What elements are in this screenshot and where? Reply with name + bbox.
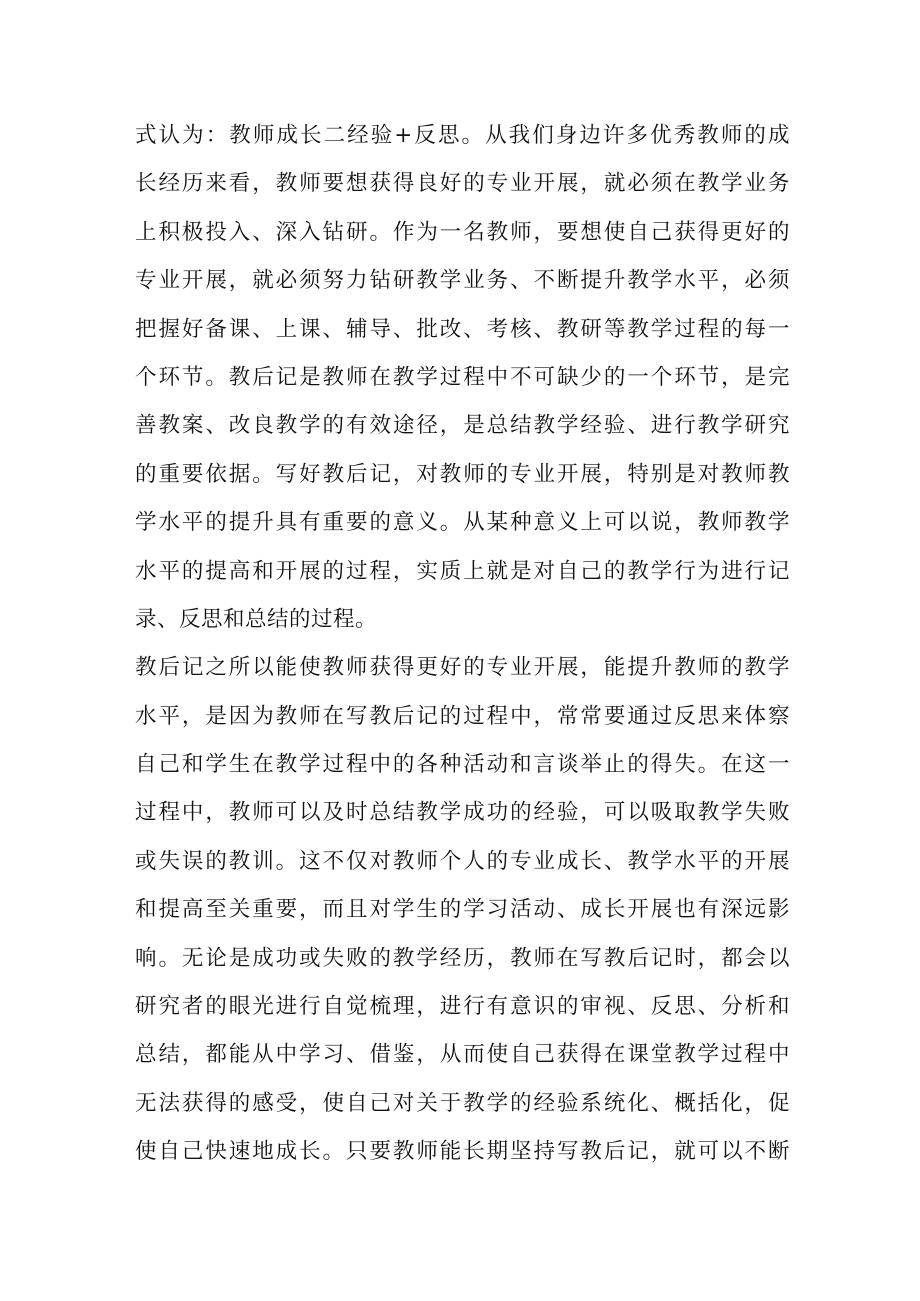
- body-text: [135, 112, 790, 1177]
- text-line: 过程中，教师可以及时总结教学成功的经验，可以吸取教学失败: [135, 800, 790, 826]
- text-line: 录、反思和总结的过程。: [135, 606, 378, 632]
- text-line: 个环节。教后记是教师在教学过程中不可缺少的一个环节，是完: [135, 364, 790, 390]
- text-line: 或失误的教训。这不仅对教师个人的专业成长、教学水平的开展: [135, 848, 790, 874]
- text-line: 的重要依据。写好教后记，对教师的专业开展，特别是对教师教: [135, 461, 790, 487]
- text-line: 研究者的眼光进行自觉梳理，进行有意识的审视、反思、分析和: [135, 994, 790, 1020]
- text-line: 善教案、改良教学的有效途径，是总结教学经验、进行教学研究: [135, 413, 790, 439]
- text-line: 总结，都能从中学习、借鉴，从而使自己获得在课堂教学过程中: [135, 1042, 790, 1068]
- text-line: 把握好备课、上课、辅导、批改、考核、教研等教学过程的每一: [135, 316, 790, 342]
- text-line: 使自己快速地成长。只要教师能长期坚持写教后记，就可以不断: [135, 1139, 790, 1165]
- text-line: 和提高至关重要，而且对学生的学习活动、成长开展也有深远影: [135, 897, 790, 923]
- text-line: 上积极投入、深入钻研。作为一名教师，要想使自己获得更好的: [135, 219, 790, 245]
- text-line: 长经历来看，教师要想获得良好的专业开展，就必须在教学业务: [135, 171, 790, 197]
- text-line: 专业开展，就必须努力钻研教学业务、不断提升教学水平，必须: [135, 268, 790, 294]
- text-line: 水平，是因为教师在写教后记的过程中，常常要通过反思来体察: [135, 703, 790, 729]
- text-line: 自己和学生在教学过程中的各种活动和言谈举止的得失。在这一: [135, 752, 790, 778]
- text-line: 式认为：教师成长二经验+反思。从我们身边许多优秀教师的成: [135, 123, 790, 148]
- text-line: 无法获得的感受，使自己对关于教学的经验系统化、概括化，促: [135, 1090, 790, 1116]
- text-line: 响。无论是成功或失败的教学经历，教师在写教后记时，都会以: [135, 945, 790, 971]
- text-line: 水平的提高和开展的过程，实质上就是对自己的教学行为进行记: [135, 558, 790, 584]
- text-line: 教后记之所以能使教师获得更好的专业开展，能提升教师的教学: [135, 655, 790, 681]
- text-line: 学水平的提升具有重要的意义。从某种意义上可以说，教师教学: [135, 510, 790, 536]
